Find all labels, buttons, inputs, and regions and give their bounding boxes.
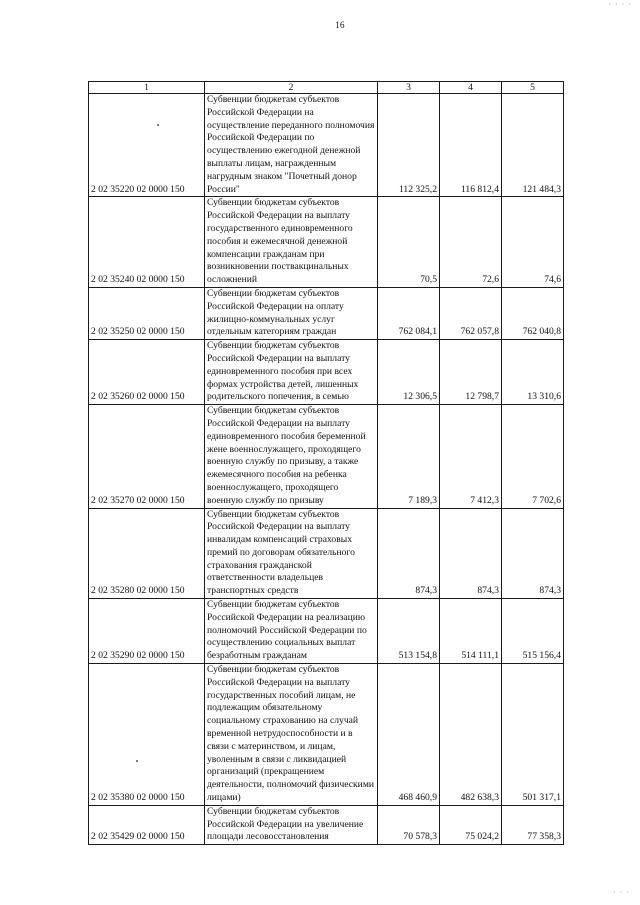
budget-code-cell: 2 02 35429 02 0000 150: [89, 805, 205, 844]
amount-cell-col4: 12 798,7: [440, 340, 502, 405]
column-header-code: 1: [89, 82, 205, 94]
amount-cell-col3: 12 306,5: [378, 340, 440, 405]
amount-cell-col3: 7 189,3: [378, 405, 440, 508]
description-cell: Субвенции бюджетам субъектов Российской Федерации на выплату единовременного пособия беременной жене военнослужащего, проходящего военную службу по призыву, а также ежемесячного пособия на ребенка военнослужащего, проходящего военную службу по призыву: [205, 405, 378, 508]
amount-cell-col3: 112 325,2: [378, 94, 440, 197]
budget-code-cell: 2 02 35280 02 0000 150: [89, 508, 205, 599]
amount-cell-col3: 762 084,1: [378, 287, 440, 339]
table-row: [89, 599, 564, 664]
amount-cell-col5: 74,6: [502, 197, 564, 288]
column-header-year-3: 5: [502, 82, 564, 94]
amount-cell-col4: 7 412,3: [440, 405, 502, 508]
description-cell: Субвенции бюджетам субъектов Российской Федерации на выплату государственного единовременного пособия и ежемесячной денежной компенсации гражданам при возникновении поствакцинальных осложнений: [205, 197, 378, 288]
description-cell: Субвенции бюджетам субъектов Российской Федерации на оплату жилищно-коммунальных услуг отдельным категориям граждан: [205, 287, 378, 339]
corner-mark: · · · ·: [608, 0, 632, 9]
amount-cell-col5: 515 156,4: [502, 599, 564, 664]
budget-code-cell: 2 02 35240 02 0000 150: [89, 197, 205, 288]
budget-code-cell: 2 02 35290 02 0000 150: [89, 599, 205, 664]
table-row: [89, 197, 564, 288]
amount-cell-col4: 762 057,8: [440, 287, 502, 339]
amount-cell-col5: 121 484,3: [502, 94, 564, 197]
budget-code-cell: 2 02 35260 02 0000 150: [89, 340, 205, 405]
description-cell: Субвенции бюджетам субъектов Российской Федерации на выплату инвалидам компенсаций страховых премий по договорам обязательного страхования гражданской ответственности владельцев транспортных средств: [205, 508, 378, 599]
amount-cell-col4: 75 024,2: [440, 805, 502, 844]
budget-code-cell: 2 02 35250 02 0000 150: [89, 287, 205, 339]
column-header-year-1: 3: [378, 82, 440, 94]
amount-cell-col5: 874,3: [502, 508, 564, 599]
amount-cell-col5: 762 040,8: [502, 287, 564, 339]
corner-mark-bottom: · · ·: [613, 888, 630, 897]
description-cell: Субвенции бюджетам субъектов Российской Федерации на реализацию полномочий Российской Федерации по осуществлению социальных выплат безработным гражданам: [205, 599, 378, 664]
amount-cell-col3: 468 460,9: [378, 664, 440, 806]
page-number: 16: [335, 20, 345, 30]
table-row: [89, 287, 564, 339]
amount-cell-col3: 70,5: [378, 197, 440, 288]
amount-cell-col4: 514 111,1: [440, 599, 502, 664]
table-header-row: [89, 82, 564, 94]
description-cell: Субвенции бюджетам субъектов Российской Федерации на осуществление переданного полномочия Российской Федерации по осуществлению ежегодной денежной выплаты лицам, награжденным нагрудным знаком "Почетный донор России": [205, 94, 378, 197]
description-cell: Субвенции бюджетам субъектов Российской Федерации на выплату единовременного пособия при всех формах устройства детей, лишенных родительского попечения, в семью: [205, 340, 378, 405]
amount-cell-col4: 116 812,4: [440, 94, 502, 197]
table-row: [89, 508, 564, 599]
amount-cell-col5: 7 702,6: [502, 405, 564, 508]
description-cell: Субвенции бюджетам субъектов Российской Федерации на увеличение площади лесовосстановления: [205, 805, 378, 844]
table-row: [89, 405, 564, 508]
amount-cell-col4: 482 638,3: [440, 664, 502, 806]
budget-revenue-table: [88, 81, 564, 845]
column-header-name: 2: [205, 82, 378, 94]
budget-code-cell: 2 02 35270 02 0000 150: [89, 405, 205, 508]
amount-cell-col5: 13 310,6: [502, 340, 564, 405]
budget-code-cell: 2 02 35220 02 0000 150: [89, 94, 205, 197]
amount-cell-col5: 77 358,3: [502, 805, 564, 844]
amount-cell-col3: 874,3: [378, 508, 440, 599]
table-row: [89, 340, 564, 405]
table-row: [89, 664, 564, 806]
column-header-year-2: 4: [440, 82, 502, 94]
table-row: [89, 805, 564, 844]
amount-cell-col4: 874,3: [440, 508, 502, 599]
amount-cell-col3: 70 578,3: [378, 805, 440, 844]
budget-code-cell: 2 02 35380 02 0000 150: [89, 664, 205, 806]
amount-cell-col4: 72,6: [440, 197, 502, 288]
description-cell: Субвенции бюджетам субъектов Российской Федерации на выплату государственных пособий лицам, не подлежащим обязательному социальному страхованию на случай временной нетрудоспособности и в связи с материнством, и лицам, уволенным в связи с ликвидацией организаций (прекращением деятельности, полномочий физическими лицами): [205, 664, 378, 806]
amount-cell-col5: 501 317,1: [502, 664, 564, 806]
table-row: [89, 94, 564, 197]
amount-cell-col3: 513 154,8: [378, 599, 440, 664]
